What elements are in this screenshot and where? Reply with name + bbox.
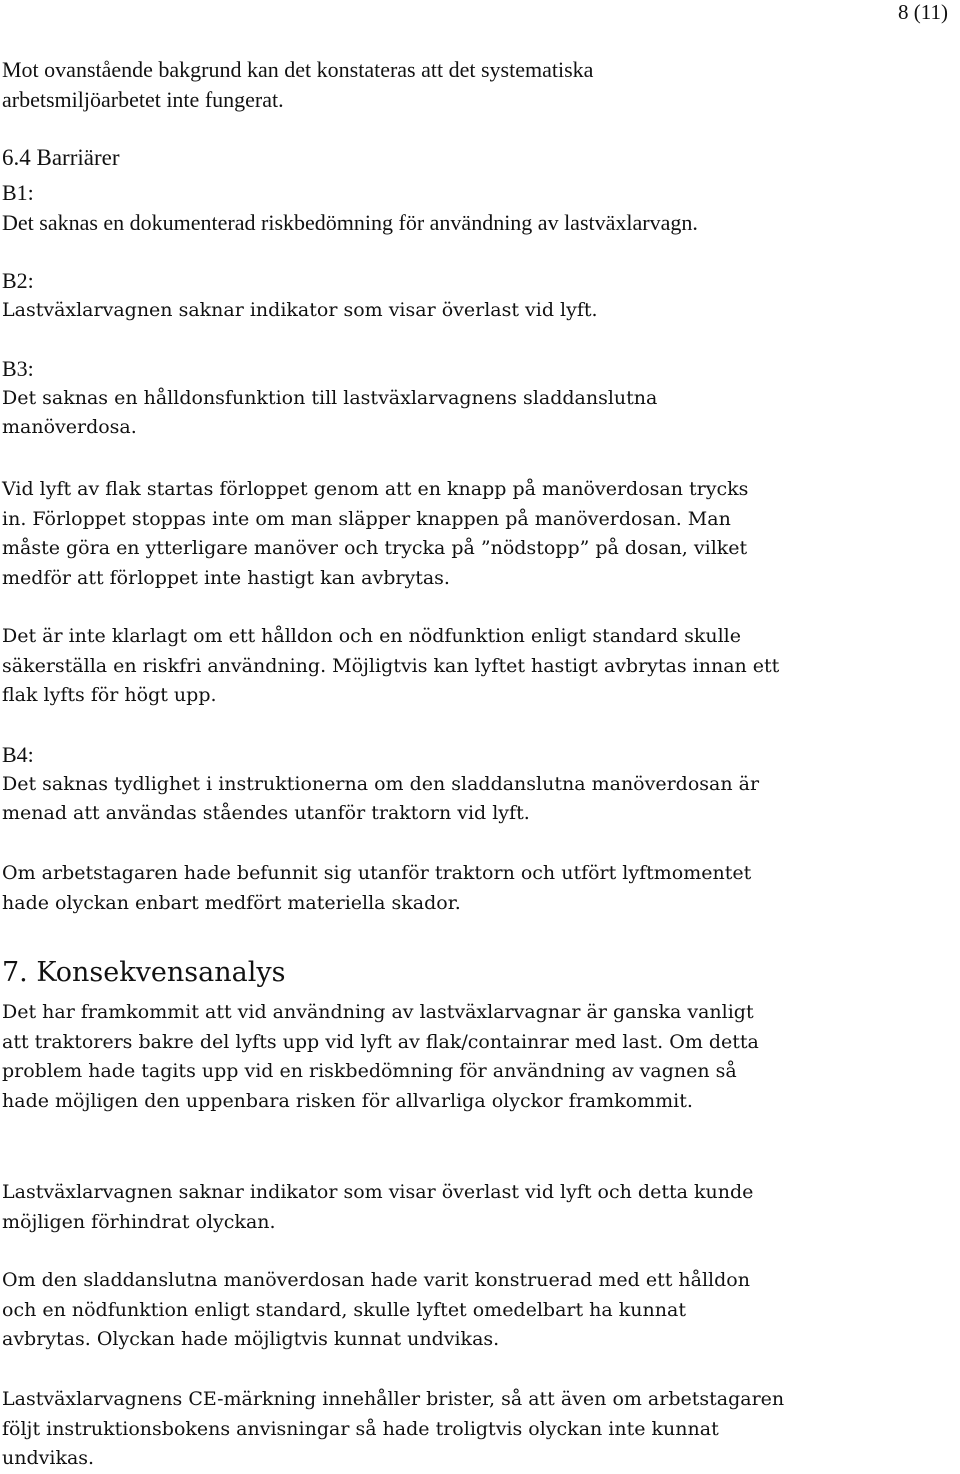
konsek-para3-line: och en nödfunktion enligt standard, skulle lyftet omedelbart ha kunnat [2, 1298, 686, 1321]
konsek-para1-line: problem hade tagits upp vid en riskbedömning för användning av vagnen så [2, 1060, 737, 1082]
konsek-para1-line: hade möjligen den uppenbara risken för allvarliga olyckor framkommit. [2, 1089, 693, 1112]
barrier-b3 [2, 354, 952, 443]
b3-para1-line: medför att förloppet inte hastigt kan avbrytas. [2, 566, 450, 589]
konsek-para4-line: undvikas. [2, 1447, 95, 1469]
b3-paragraph-1 [2, 475, 952, 593]
konsek-para1-line: att traktorers bakre del lyfts upp vid lyft av flak/containrar med last. Om detta [2, 1030, 759, 1053]
konsek-paragraph-1 [2, 998, 952, 1116]
section-heading-6-4: 6.4 Barriärer [2, 145, 120, 170]
konsek-para4-line: följt instruktionsbokens anvisningar så hade troligtvis olyckan inte kunnat [2, 1417, 719, 1440]
b3-para1-line: in. Förloppet stoppas inte om man släpper knappen på manöverdosan. Man [2, 507, 731, 530]
b3-line: manöverdosa. [2, 416, 137, 438]
b3-para2-line: flak lyfts för högt upp. [2, 684, 217, 706]
barrier-b2 [2, 266, 952, 325]
section-heading-7: 7. Konsekvensanalys [2, 957, 286, 988]
barrier-b1 [2, 178, 952, 237]
konsek-paragraph-4 [2, 1385, 952, 1474]
konsek-paragraph-3 [2, 1266, 952, 1355]
b1-line: Det saknas en dokumenterad riskbedömning för användning av lastväxlarvagn. [2, 209, 698, 235]
b3-para1-line: måste göra en ytterligare manöver och trycka på ”nödstopp” på dosan, vilket [2, 537, 748, 559]
konsek-para2-line: Lastväxlarvagnen saknar indikator som visar överlast vid lyft och detta kunde [2, 1181, 754, 1203]
b3-label: B3: [2, 356, 34, 381]
b4-label: B4: [2, 742, 34, 767]
konsek-para1-line: Det har framkommit att vid användning av lastväxlarvagnar är ganska vanligt [2, 1001, 754, 1023]
b4-line: Det saknas tydlighet i instruktionerna om den sladdanslutna manöverdosan är [2, 772, 760, 795]
b1-label: B1: [2, 180, 34, 205]
b3-para2-line: säkerställa en riskfri användning. Möjligtvis kan lyftet hastigt avbrytas innan ett [2, 654, 780, 677]
b4-para1-line: Om arbetstagaren hade befunnit sig utanför traktorn och utfört lyftmomentet [2, 862, 752, 884]
b2-label: B2: [2, 268, 34, 293]
konsek-para3-line: Om den sladdanslutna manöverdosan hade varit konstruerad med ett hålldon [2, 1269, 750, 1291]
b3-line: Det saknas en hålldonsfunktion till lastväxlarvagnens sladdanslutna [2, 386, 658, 409]
konsek-paragraph-2 [2, 1178, 952, 1237]
b4-para1-line: hade olyckan enbart medfört materiella skador. [2, 891, 461, 914]
intro-line: arbetsmiljöarbetet inte fungerat. [2, 86, 284, 112]
b4-paragraph-1 [2, 859, 952, 918]
b3-para1-line: Vid lyft av flak startas förloppet genom att en knapp på manöverdosan trycks [2, 478, 749, 500]
konsek-para3-line: avbrytas. Olyckan hade möjligtvis kunnat undvikas. [2, 1328, 500, 1350]
intro-paragraph [2, 55, 952, 114]
b3-paragraph-2 [2, 622, 952, 711]
konsek-para2-line: möjligen förhindrat olyckan. [2, 1210, 276, 1233]
b3-para2-line: Det är inte klarlagt om ett hålldon och en nödfunktion enligt standard skulle [2, 625, 741, 647]
page-number: 8 (11) [898, 0, 948, 24]
b4-line: menad att användas ståendes utanför traktorn vid lyft. [2, 802, 530, 824]
intro-line: Mot ovanstående bakgrund kan det konstateras att det systematiska [2, 57, 594, 82]
b2-line: Lastväxlarvagnen saknar indikator som visar överlast vid lyft. [2, 298, 598, 321]
barrier-b4 [2, 740, 952, 829]
konsek-para4-line: Lastväxlarvagnens CE-märkning innehåller brister, så att även om arbetstagaren [2, 1388, 785, 1410]
